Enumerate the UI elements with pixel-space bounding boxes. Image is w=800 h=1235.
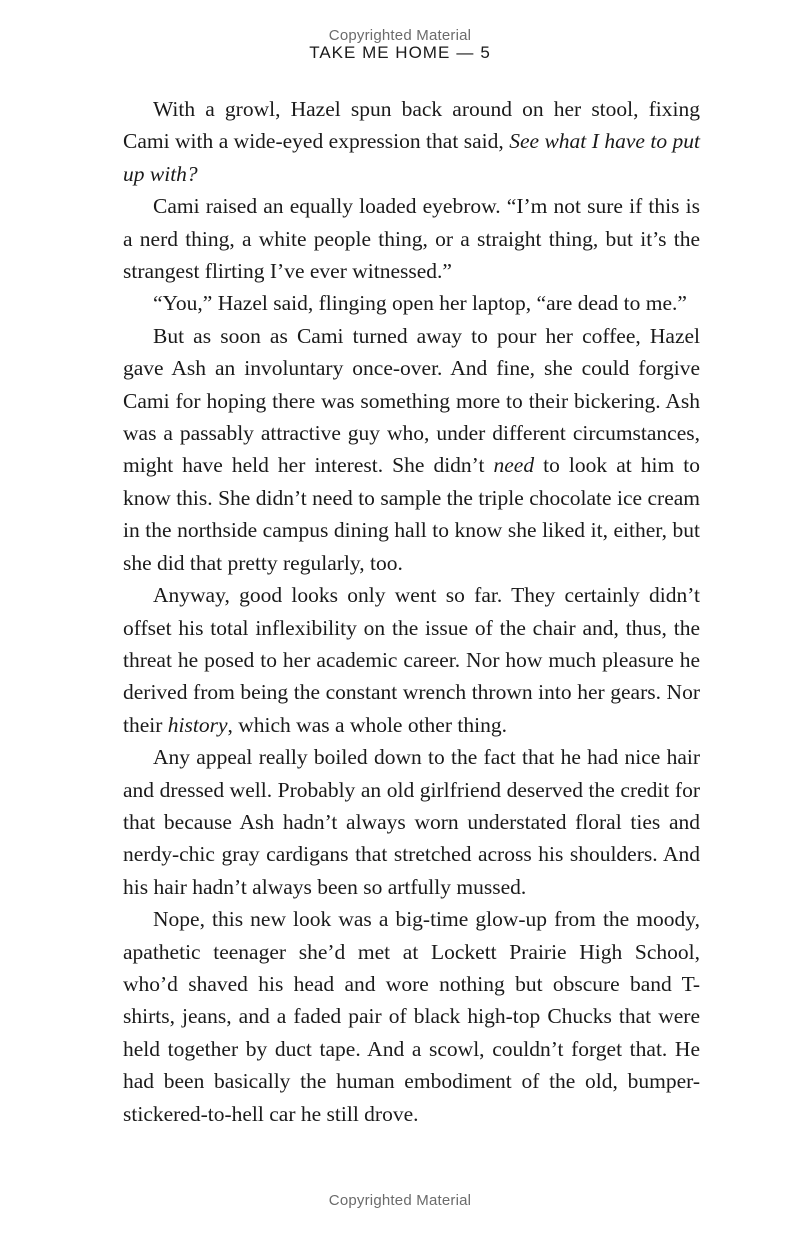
body-text [123,93,700,1130]
paragraph-text: , which was a whole other thing. [227,712,507,737]
paragraph-text: With a growl, Hazel spun back around on her stool, fixing Cami with a wide-eyed expression that said, [123,97,700,154]
paragraph-text: But as soon as Cami turned away to pour her coffee, Hazel gave Ash an involuntary once-over. And fine, she could forgive Cami for hoping there was something more to their bickering. Ash was a passably attractive guy who, under different circumstances, might have held her interest. She didn’t [123,323,700,478]
page-number: 5 [480,43,491,62]
paragraph-text: Anyway, good looks only went so far. They certainly didn’t offset his total inflexibility on the issue of the chair and, thus, the threat he posed to her academic career. Nor how much pleasure he derived from being the constant wrench thrown into her gears. Nor their [123,583,700,737]
paragraph: Cami raised an equally loaded eyebrow. “I’m not sure if this is a nerd thing, a white people thing, or a straight thing, but it’s the strangest flirting I’ve ever witnessed.” [123,194,700,284]
paragraph: Nope, this new look was a big-time glow-up from the moody, apathetic teenager she’d met at Lockett Prairie High School, who’d shaved his head and wore nothing but obscure band T-shirts, jeans, and a faded pair of black high-top Chucks that were held together by duct tape. And a scowl, couldn’t forget that. He had been basically the human embodiment of the old, bumper-stickered-to-hell car he still drove. [123,907,700,1126]
italic-text: See what I have to put up with? [123,129,700,186]
italic-text: need [493,453,535,478]
running-header [0,43,800,63]
paragraph: Any appeal really boiled down to the fact that he had nice hair and dressed well. Probably an old girlfriend deserved the credit for that because Ash hadn’t always worn understated floral ties and nerdy-chic gray cardigans that stretched across his shoulders. And his hair hadn’t always been so artfully mussed. [123,745,700,899]
copyright-watermark-top: Copyrighted Material [328,27,472,44]
paragraph [123,579,700,741]
book-title: TAKE ME HOME [309,43,451,62]
paragraph [123,320,700,579]
paragraph: “You,” Hazel said, flinging open her laptop, “are dead to me.” [153,291,687,316]
paragraph-text: to look at him to know this. She didn’t need to sample the triple chocolate ice cream in the northside campus dining hall to know she liked it, either, but she did that pretty regularly, too. [123,453,700,575]
italic-text: history [167,712,228,737]
paragraph [123,93,700,190]
copyright-watermark-bottom: Copyrighted Material [328,1192,472,1209]
header-separator: — [456,43,475,62]
